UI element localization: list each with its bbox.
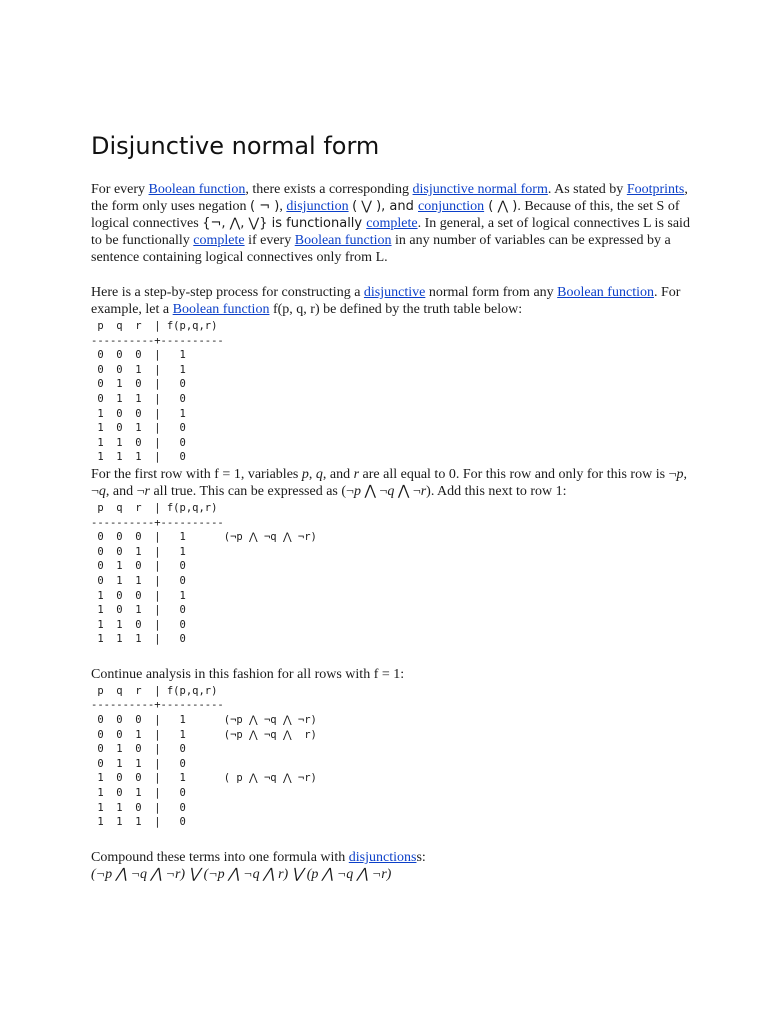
truth-table-1: p q r | f(p,q,r) ----------+---------- 0 0 0 | 1 0 0 1 | 1 0 1 0 | 0 0 1 1 | 0 1 0 0 | 1 1 0 1 | 0 1 1 0 | 0 1 1 1 | 0	[91, 320, 224, 464]
intro-paragraph: For every Boolean function, there exists a corresponding disjunctive normal form. As stated by Footprints, the form only uses negation ( ¬ ), disjunction ( ⋁ ), and conjunction ( ⋀ ). Because of this, the set S of logical connectives {¬, ⋀, ⋁} is functionally complete. In general, a set of logical connectives L is said to be functionally complete if every Boolean function in any number of variables can be expressed by a sentence containing logical connectives only from L.	[91, 182, 690, 265]
boolean-function-link[interactable]: Boolean function	[148, 182, 246, 197]
conjunction-link[interactable]: conjunction	[418, 199, 485, 214]
truth-table-2: p q r | f(p,q,r) ----------+---------- 0 0 0 | 1 (¬p ⋀ ¬q ⋀ ¬r) 0 0 1 | 1 0 1 0 | 0 0 1 1 | 0 1 0 0 | 1 1 0 1 | 0 1 1 0 | 0 1 1 1 | 0	[91, 501, 317, 646]
process-paragraph: Here is a step-by-step process for constructing a disjunctive normal form from any Boolean function. For example, let a Boolean function f(p, q, r) be defined by the truth table below:	[91, 285, 681, 317]
complete-link[interactable]: complete	[366, 216, 418, 231]
document-page	[91, 131, 691, 883]
truth-table-3: p q r | f(p,q,r) ----------+---------- 0 0 0 | 1 (¬p ⋀ ¬q ⋀ ¬r) 0 0 1 | 1 (¬p ⋀ ¬q ⋀ r) 0 1 0 | 0 0 1 1 | 0 1 0 0 | 1 ( p ⋀ ¬q ⋀ ¬r) 1 0 1 | 0 1 1 0 | 0 1 1 1 | 0	[91, 684, 317, 829]
first-row-paragraph: For the first row with f = 1, variables p, q, and r are all equal to 0. For this row and only for this row is ¬p, ¬q, and ¬r all true. This can be expressed as (¬p ⋀ ¬q ⋀ ¬r). Add this next to row 1:	[91, 466, 687, 499]
footprints-link[interactable]: Footprints	[626, 182, 685, 197]
disjunctive-normal-form-link[interactable]: disjunctive normal form	[412, 182, 548, 197]
complete-link-2[interactable]: complete	[193, 233, 245, 248]
page-title: Disjunctive normal form	[91, 132, 380, 160]
compound-paragraph: Compound these terms into one formula with disjunctionss:	[91, 849, 426, 865]
dnf-formula: (¬p ⋀ ¬q ⋀ ¬r) ⋁ (¬p ⋀ ¬q ⋀ r) ⋁ (p ⋀ ¬q ⋀ ¬r)	[91, 866, 392, 882]
boolean-function-link-4[interactable]: Boolean function	[172, 302, 270, 317]
boolean-function-link-3[interactable]: Boolean function	[557, 285, 654, 300]
continue-paragraph: Continue analysis in this fashion for all rows with f = 1:	[91, 666, 405, 682]
disjunctions-link[interactable]: disjunctions	[348, 849, 417, 865]
disjunctive-link[interactable]: disjunctive	[363, 285, 426, 300]
disjunction-link[interactable]: disjunction	[286, 199, 349, 214]
boolean-function-link-2[interactable]: Boolean function	[294, 233, 392, 248]
